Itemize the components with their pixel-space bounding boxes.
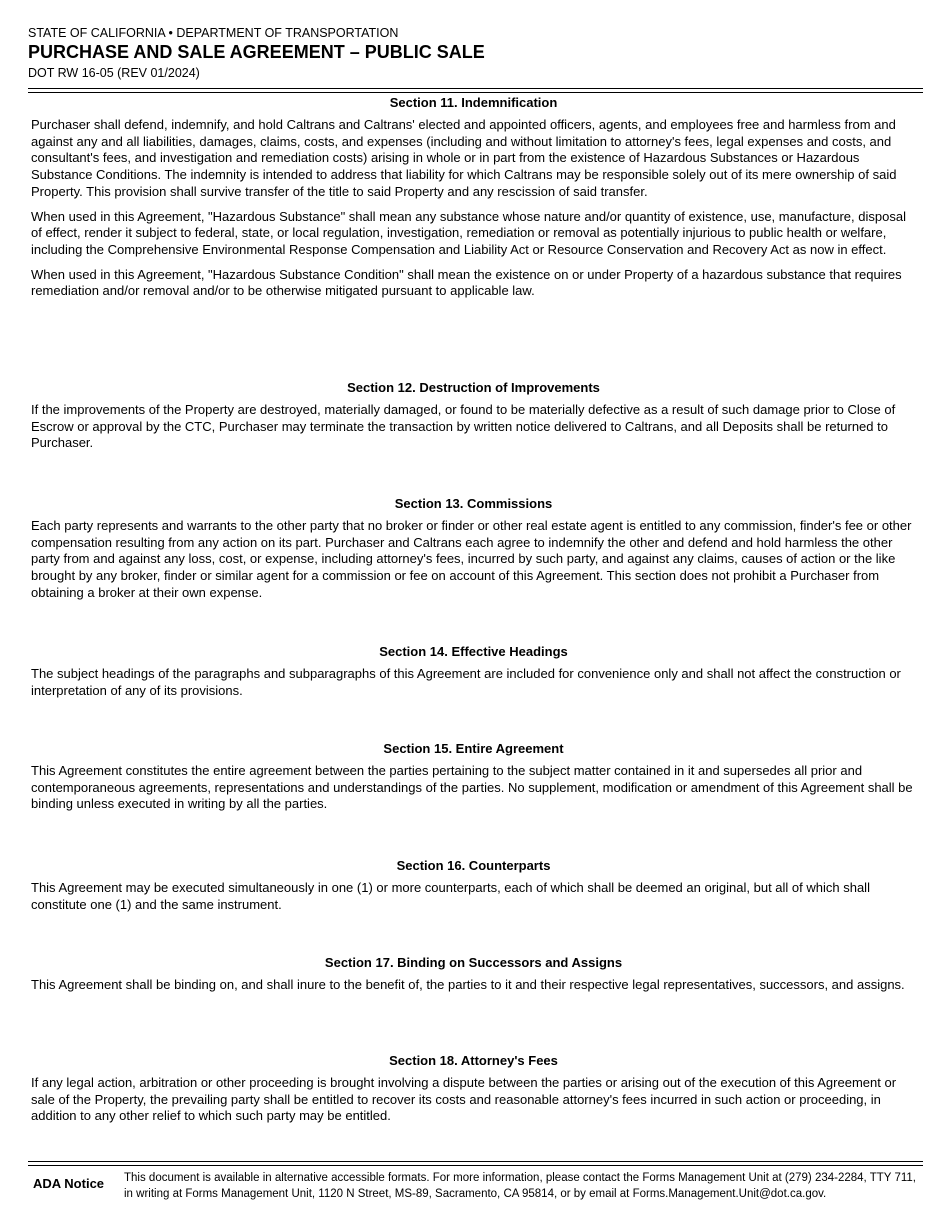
- section-17-binding-on-successors: [31, 955, 916, 1002]
- form-number: DOT RW 16-05 (REV 01/2024): [28, 66, 200, 80]
- section-paragraph: When used in this Agreement, "Hazardous Substance" shall mean any substance whose nature and/or quantity of existence, use, manufacture, disposal of effect, render it subject to federal, state, or local regulation, investigation, remediation or removal as potentially injurious to public health or welfare, including the Comprehensive Environmental Response Compensation and Liability Act or Resource Conservation and Recovery Act as now in effect.: [31, 208, 906, 257]
- section-11-indemnification: [31, 95, 916, 308]
- footer-divider-double: [28, 1165, 923, 1166]
- section-paragraph: This Agreement may be executed simultaneously in one (1) or more counterparts, each of which shall be deemed an original, but all of which shall constitute one (1) and the same instrument.: [31, 880, 870, 912]
- section-16-counterparts: [31, 858, 916, 921]
- section-18-attorneys-fees: [31, 1053, 916, 1133]
- section-heading: Section 16. Counterparts: [396, 858, 551, 873]
- section-paragraph: The subject headings of the paragraphs and subparagraphs of this Agreement are included for convenience only and shall not affect the construction or interpretation of any of its provisions.: [31, 666, 901, 698]
- footer-divider: [28, 1161, 923, 1162]
- section-heading: Section 13. Commissions: [394, 496, 553, 511]
- section-heading: Section 11. Indemnification: [389, 95, 558, 110]
- section-paragraph: If any legal action, arbitration or other proceeding is brought involving a dispute between the parties or arising out of the execution of this Agreement or sale of the Property, the prevailing party shall be entitled to recover its costs and reasonable attorney's fees incurred in such action or proceeding, in addition to any other relief to which such party may be entitled.: [31, 1075, 897, 1124]
- page-title: PURCHASE AND SALE AGREEMENT – PUBLIC SALE: [28, 42, 485, 62]
- header-divider-double: [28, 92, 923, 93]
- section-15-entire-agreement: [31, 741, 916, 821]
- section-heading: Section 15. Entire Agreement: [383, 741, 564, 756]
- section-heading: Section 18. Attorney's Fees: [389, 1053, 558, 1068]
- section-13-commissions: [31, 496, 916, 610]
- section-14-effective-headings: [31, 644, 916, 707]
- ada-notice-label: ADA Notice: [33, 1176, 105, 1191]
- section-paragraph: This Agreement shall be binding on, and shall inure to the benefit of, the parties to it and their respective legal representatives, successors, and assigns.: [31, 977, 905, 992]
- section-12-destruction-of-improvements: [31, 380, 916, 460]
- header-divider: [28, 88, 923, 89]
- section-heading: Section 14. Effective Headings: [379, 644, 568, 659]
- section-paragraph: Each party represents and warrants to the other party that no broker or finder or other real estate agent is entitled to any commission, finder's fee or other compensation resulting from any action on its part. Purchaser and Caltrans each agree to indemnify the other and defend and hold harmless the other party from and against any loss, cost, or expense, including attorney's fees, incurred by such party, and against any claims, causes of action or the like brought by any broker, finder or similar agent for a commission or fee on account of this Agreement. This section does not prohibit a Purchaser from obtaining a broker at their own expense.: [31, 518, 912, 600]
- section-paragraph: This Agreement constitutes the entire agreement between the parties pertaining to the subject matter contained in it and supersedes all prior and contemporaneous agreements, representations and understandings of the parties. No supplement, modification or amendment of this Agreement shall be binding unless executed in writing by all the parties.: [31, 763, 913, 812]
- section-heading: Section 12. Destruction of Improvements: [347, 380, 600, 395]
- section-paragraph: Purchaser shall defend, indemnify, and hold Caltrans and Caltrans' elected and appointed officers, agents, and employees free and harmless from and against any and all liabilities, damages, claims, costs, and expenses (including and without limitation to attorney's fees, legal expenses and costs, and consultant's fees, and investigation and remediation costs) arising in whole or in part from the existence of Hazardous Substances or Hazardous Substance Conditions. The indemnity is intended to address that liability for which Caltrans may be responsible solely out of its mere ownership of said Property. This provision shall survive transfer of the title to said Property and any rescission of said transfer.: [31, 117, 897, 199]
- ada-notice-text: This document is available in alternative accessible formats. For more information, please contact the Forms Management Unit at (279) 234-2284, TTY 711, in writing at Forms Management Unit, 1120 N Street, MS-89, Sacramento, CA 95814, or by email at Forms.Management.Unit@dot.ca.gov.: [124, 1172, 916, 1200]
- section-paragraph: If the improvements of the Property are destroyed, materially damaged, or found to be materially defective as a result of such damage prior to Close of Escrow or approval by the CTC, Purchaser may terminate the transaction by written notice delivered to Caltrans, and all Deposits shall be returned to Purchaser.: [31, 402, 896, 451]
- section-heading: Section 17. Binding on Successors and Assigns: [324, 955, 623, 970]
- section-paragraph: When used in this Agreement, "Hazardous Substance Condition" shall mean the existence on or under Property of a hazardous substance that requires remediation and/or removal and/or to be otherwise mitigated pursuant to applicable law.: [31, 266, 902, 299]
- agency-name: STATE OF CALIFORNIA • DEPARTMENT OF TRANSPORTATION: [28, 26, 399, 40]
- form-header: [28, 26, 485, 81]
